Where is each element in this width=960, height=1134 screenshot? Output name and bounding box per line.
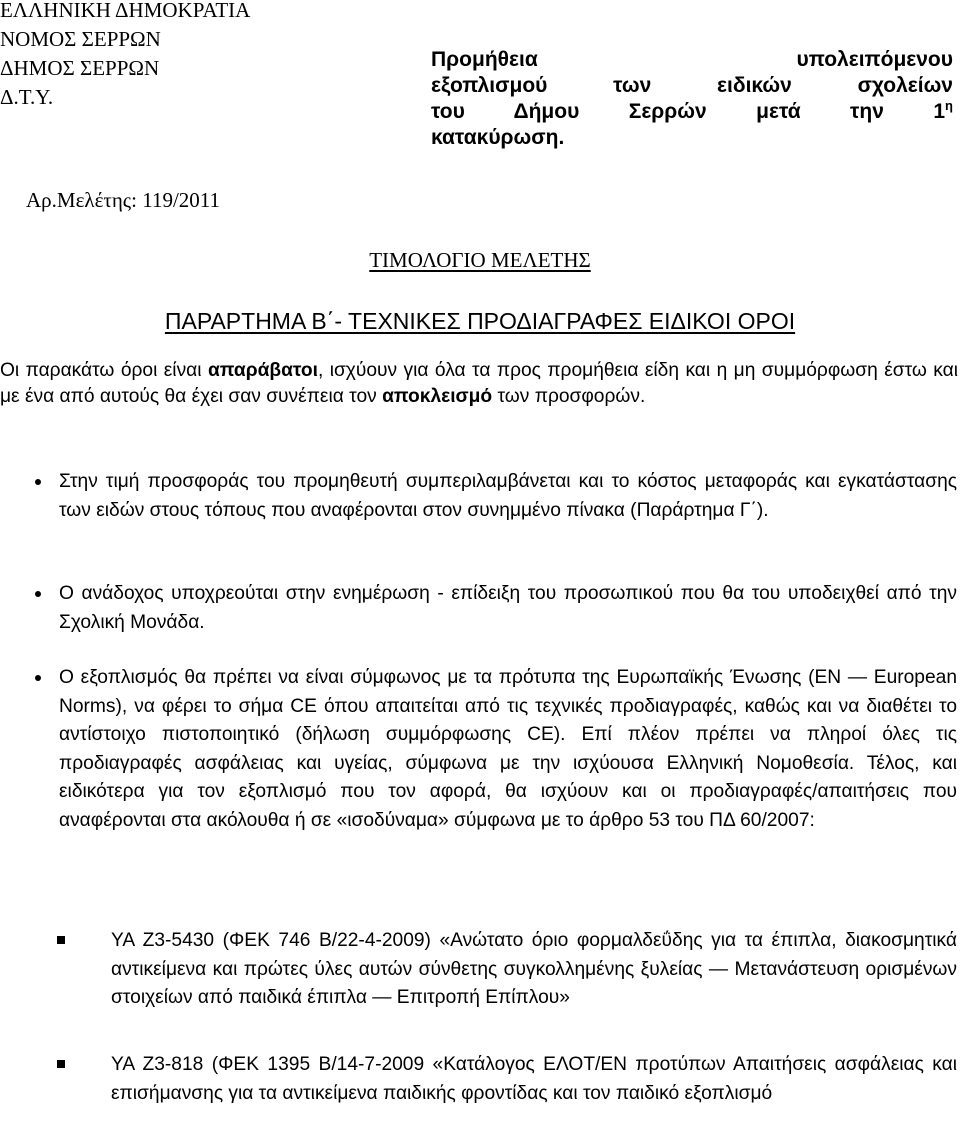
bullet-dot-icon — [35, 591, 41, 597]
bullet-dot-icon — [35, 479, 41, 485]
org-line-prefecture: ΝΟΜΟΣ ΣΕΡΡΩΝ — [0, 27, 161, 51]
study-number-value: 119/2011 — [142, 188, 220, 212]
subject-line-3-text: του Δήμου Σερρών μετά την 1 — [431, 100, 946, 123]
intro-text-1: Οι παρακάτω όροι είναι — [0, 360, 208, 381]
study-number-label: Αρ.Μελέτης: — [26, 188, 137, 212]
organization-header — [0, 0, 250, 112]
subject-line-3 — [431, 99, 953, 125]
org-line-municipality: ΔΗΜΟΣ ΣΕΡΡΩΝ — [0, 56, 160, 80]
bullet-text: Στην τιμή προσφοράς του προμηθευτή συμπεριλαμβάνεται και το κόστος μεταφοράς και εγκατάστασης των ειδών στους τόπους που αναφέρονται στον συνημμένο πίνακα (Παράρτημα Γ΄). — [59, 471, 957, 521]
subject-line-4: κατακύρωση. — [431, 126, 565, 149]
price-list-title — [0, 246, 960, 274]
intro-paragraph — [0, 358, 958, 410]
study-number-line — [26, 185, 220, 215]
square-bullet-icon — [57, 936, 65, 944]
subject-superscript: η — [945, 98, 953, 113]
square-bullet-icon — [57, 1060, 65, 1068]
bullet-dot-icon — [35, 675, 41, 681]
subject-line-1: Προμήθεια υπολειπόμενου — [431, 48, 953, 71]
regulation-text: ΥΑ Ζ3-818 (ΦΕΚ 1395 Β/14-7-2009 «Κατάλογος ΕΛΟΤ/ΕΝ προτύπων Απαιτήσεις ασφάλειας και επισήμανσης για τα αντικείμενα παιδικής φροντίδας και τον παιδικό εξοπλισμό — [111, 1054, 957, 1104]
subject-line-2: εξοπλισμού των ειδικών σχολείων — [431, 74, 953, 97]
annex-title-text: ΠΑΡΑΡΤΗΜΑ Β΄- ΤΕΧΝΙΚΕΣ ΠΡΟΔΙΑΓΡΑΦΕΣ ΕΙΔΙΚΟΙ ΟΡΟΙ — [164, 308, 796, 334]
bullet-text: Ο εξοπλισμός θα πρέπει να είναι σύμφωνος με τα πρότυπα της Ευρωπαϊκής Ένωσης (EN — European Norms), να φέρει το σήμα CE όπου απαιτείται από τις τεχνικές προδιαγραφές, καθώς και να διαθέτει το αντίστοιχο πιστοποιητικό (δήλωση συμμόρφωσης CE). Επί πλέον πρέπει να πληροί όλες τις προδιαγραφές ασφάλειας και υγείας, σύμφωνα με την ισχύουσα Ελληνική Νομοθεσία. Τέλος, και ειδικότερα για τον εξοπλισμό που τον αφορά, θα ισχύουν και οι προδιαγραφές/απαιτήσεις που αναφέρονται στα ακόλουθα ή σε «ισοδύναμα» σύμφωνα με το άρθρο 53 του ΠΔ 60/2007: — [59, 667, 957, 831]
org-line-country: ΕΛΛΗΝΙΚΗ ΔΗΜΟΚΡΑΤΙΑ — [0, 0, 251, 22]
intro-text-2: , ισχύουν για όλα τα προς προμήθεια είδη και η μη συμμόρφωση έστω και με ένα από αυτούς θα έχει σαν συνέπεια τον — [0, 360, 959, 407]
intro-bold-exclusion: αποκλεισμό — [382, 386, 493, 407]
subject-block — [431, 47, 953, 151]
intro-text-3: των προσφορών. — [492, 386, 646, 407]
regulation-text: ΥΑ Ζ3-5430 (ΦΕΚ 746 Β/22-4-2009) «Ανώτατο όριο φορμαλδεΰδης για τα έπιπλα, διακοσμητικά αντικείμενα και πρώτες ύλες αυτών σύνθετης συγκολλημένης ξυλείας — Μετανάστευση ορισμένων στοιχείων από παιδικά έπιπλα — Επιτροπή Επίπλου» — [111, 930, 957, 1008]
bullet-text: Ο ανάδοχος υποχρεούται στην ενημέρωση - επίδειξη του προσωπικού που θα του υποδειχθεί από την Σχολική Μονάδα. — [59, 583, 957, 633]
intro-bold-inviolable: απαράβατοι — [207, 360, 318, 381]
org-line-department: Δ.Τ.Υ. — [0, 85, 54, 109]
price-list-title-text: ΤΙΜΟΛΟΓΙΟ ΜΕΛΕΤΗΣ — [369, 248, 591, 272]
annex-title — [0, 305, 960, 337]
